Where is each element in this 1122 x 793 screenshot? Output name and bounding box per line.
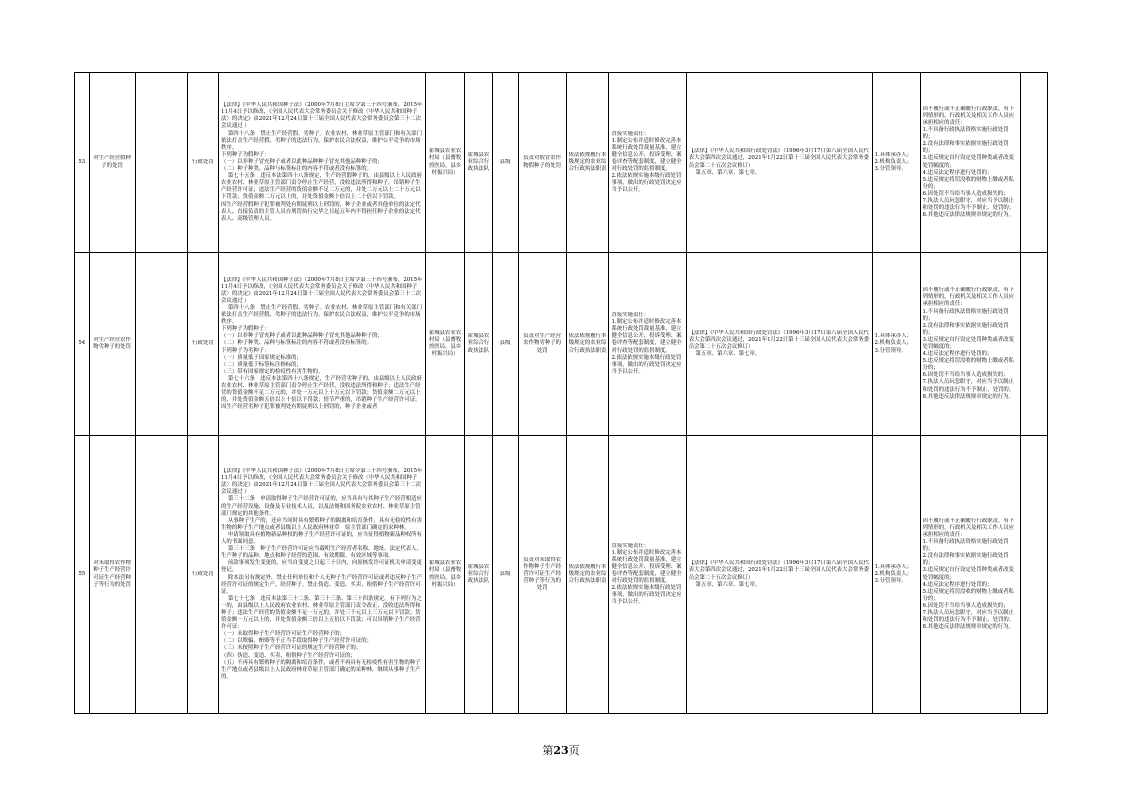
accountability-basis: 【法律】《中华人民共和国行政处罚法》（1996年3月17日第八届全国人民代表大会第四次会议通过，2021年1月22日第十三届全国人民代表大会常务委员会第二十五次会议修订） 第五章、第六章、第七章。 [688, 148, 870, 176]
responsibility-scope-cell [566, 73, 609, 253]
exercise-level: 县级 [499, 158, 511, 165]
liability-situations: 因不履行或不正确履行行政职责，有下列情形的，行政机关及相关工作人员应承担相应的责任： 1.不具备行政执法资格实施行政处罚的； 2.没有法律和事实依据实施行政处罚的； 3.违反规定自行设定处罚种类或者改变处罚幅度的； 4.违反法定程序进行处罚的； 5.违反规定将罚没收的财物上缴或者私分的； 6.因处罚不当给当事人造成损失的； 7.执法人员玩忽职守，对应当予以制止和处罚的违法行为不予制止、处罚的； 8.其他违反法律法规规章规定的行为。 [922, 105, 1015, 219]
remark-cell [1020, 73, 1047, 253]
implementation-responsibility-cell [609, 73, 686, 253]
table-row [75, 253, 1048, 436]
legal-basis: 【法律】《中华人民共和国种子法》（2000年7月8日主席令第三十四号颁布，2015年11月4日予以修改，《全国人民代表大会常务委员会关于修改〈中华人民共和国种子法〉的决定》由2021年12月24日第十三届全国人民代表大会常务委员会第三十二次会议通过 ） 第三十二条 申请取得种子生产经营许可证的，应当具有与其种子生产经营相适应的生产经营设施、设备及专业技术人员，以及法规和国务院农业农村、林业草原主管部门规定的其他条件。 从事种子生产的，还应当同时具有繁殖种子的隔离和培育条件，具有无检疫性有害生物的种子生产地点或者县级以上人民政府林业草 原主管部门确定的采种林。 申请领取具有植物新品种权的种子生产经营许可证的，应当征得植物新品种权所有人的书面同意。 第三十三条 种子生产经营许可证应当载明生产经营者名称、地址、法定代表人、生产种子的品种、地点和种子经营的范围、有效期限、有效区域等事项。 前款事项发生变更的，应当自变更之日起三十日内，向原核发许可证机关申请变更登记。 除本法另有规定外，禁止任何单位和个人无种子生产经营许可证或者违反种子生产经营许可证的规定生产、经营种子。禁止伪造、变造、买卖、租借种子生产经营许可证。 第七十七条 违反本法第三十二条、第三十三条、第三十四条规定，有下列行为之一的，由县级以上人民政府农业农村、林业草原主管部门责令改正，没收违法所得和种子；违法生产经营的货值金额不足一万元的，并处三千元以上三万元以下罚款；货值金额一万元以上的，并处货值金额三倍以上五倍以下罚款；可以吊销种子生产经营许可证： （一）未取得种子生产经营许可证生产经营种子的； （二）以欺骗、贿赂等不正当手段取得种子生产经营许可证的； （三）未按照种子生产经营许可证的规定生产经营种子的； （四）伪造、变造、买卖、租借种子生产经营许可证的； （五）不再具有繁殖种子的隔离和培育条件，或者不再具有无检疫性有害生物的种子生产地点或者县级以上人民政府林业草原主管部门确定的采种林，继续从事种子生产的。 [221, 468, 423, 680]
responsibility-scope: 依法依规履行本级规定的农业综合行政执法职责 [568, 563, 607, 585]
item-name: 对生产经营农作物劣种子的处罚 [93, 336, 131, 350]
item-name-cell [89, 436, 135, 714]
implementation-responsibility: 直接实施责任： 1.制定公布并适时修改完善本系统行政处罚裁量基准，建立健全信息公开、投诉受理、案卷评查等配套制度，建立健全对行政处罚的监督制度。 2.依法依规实施本级行政处罚事项，做出的行政处罚决定应当予以公开。 [611, 312, 682, 375]
item-name: 对生产经营假种子的处罚 [93, 155, 131, 169]
exercise-level-cell [492, 73, 518, 253]
sub-item-cell [135, 253, 187, 436]
responsibility-scope-cell [566, 436, 609, 714]
item-type-cell [187, 436, 218, 714]
item-type: 行政处罚 [192, 570, 214, 577]
liability-situations-cell [920, 436, 1020, 714]
implementing-department: 霍城县农业农村局（县畜牧兽医局、县乡村振兴局） [428, 329, 462, 358]
enforcement-team: 霍城县农业综合行政执法队 [467, 333, 490, 354]
implementation-responsibility-cell [609, 436, 686, 714]
implementing-department: 霍城县农业农村局（县畜牧兽医局、县乡村振兴局） [428, 148, 462, 176]
table-row [75, 73, 1048, 253]
legal-basis: 【法律】《中华人民共和国种子法》（2000年7月8日主席令第三十四号颁布，2015年11月4日予以修改，《全国人民代表大会常务委员会关于修改〈中华人民共和国种子法〉的决定》由2021年12月24日第十三届全国人民代表大会常务委员会第三十二次会议通过 ） 第四十八条 禁止生产经营假、劣种子。农业农村、林业草原主管部门和有关部门依法打击生产经营假、劣种子的违法行为，保护农民合法权益，维护公平竞争的市场秩序。 下列种子为假种子： （一）以非种子冒充种子或者以此种品种种子冒充其他品种种子的； （二）种子种类、品种与标签标注的内容不符或者没有标签的。 下列种子为劣种子： （一）质量低于国家规定标准的； （二）质量低于标签标注指标的； （三）带有国家规定的检疫性有害生物的。 第七十六条 违反本法第四十八条规定，生产经营劣种子的，由县级以上人民政府农业农村、林业草原主管部门责令停止生产经营，没收违法所得和种子；违法生产经营的货值金额不足二万元的，并处一万元以上十万元以下罚款；货值金额二万元以上的，并处货值金额五倍以上十倍以下罚款；情节严重的，吊销种子生产经营许可证。 因生产经营劣种子犯罪被判处有期徒刑以上刑罚的，种子企业或者 [221, 276, 423, 411]
implementing-department: 霍城县农业农村局（县畜牧兽医局、县乡村振兴局） [428, 560, 462, 588]
remark-cell [1020, 253, 1047, 436]
sub-item-cell [135, 73, 187, 253]
implementation-responsibility-cell [609, 253, 686, 436]
responsible-subject-cell [872, 73, 920, 253]
row-number-cell [75, 253, 90, 436]
remark-cell [1020, 436, 1047, 714]
implementing-department-cell [425, 73, 465, 253]
liability-situations: 因不履行或不正确履行行政职责，有下列情形的，行政机关及相关工作人员应承担相应的责任： 1.不具备行政执法资格实施行政处罚的； 2.没有法律和事实依据实施行政处罚的； 3.违反规定自行设定处罚种类或者改变处罚幅度的； 4.违反法定程序进行处罚的； 5.违反规定将罚没收的财物上缴或者私分的； 6.因处罚不当给当事人造成损失的； 7.执法人员玩忽职守，对应当予以制止和处罚的违法行为不予制止、处罚的； 8.其他违反法律法规规章规定的行为。 [922, 287, 1015, 400]
table-row [75, 436, 1048, 714]
item-type: 行政处罚 [192, 340, 214, 347]
responsibility-scope: 依法依规履行本级规定的农业综合行政执法职责 [568, 151, 607, 173]
legal-basis: 【法律】《中华人民共和国种子法》（2000年7月8日主席令第三十四号颁布，2015年11月4日予以修改，《全国人民代表大会常务委员会关于修改〈中华人民共和国种子法〉的决定》由2021年12月24日第十三届全国人民代表大会常务委员会第三十二次会议通过 ） 第四十八条 禁止生产经营假、劣种子。农业农村、林业草原主管部门和有关部门依法打击生产经营假、劣种子的违法行为，保护农民合法权益，维护公平竞争的市场秩序。 下列种子为假种子： （一）以非种子冒充种子或者以此种品种种子冒充其他品种种子的； （二）种子种类、品种与标签标注的内容不符或者没有标签的。 第七十五条 违反本法第四十八条规定，生产经营假种子的，由县级以上人民政府农业农村、林业草原主管部门责令停止生产经营，没收违法所得和种子，吊销种子生产经营许可证；违法生产经营的货值金额不足二万元的，并处二万元以上二十万元以下罚款；货值金额二万元以上的，并处货值金额十倍以上二十倍以下罚款。 因生产经营假种子犯罪被判处有期徒刑以上刑罚的，种子企业或者其他单位的法定代表人、直接负责的主管人员自刑罚执行完毕之日起五年内不得担任种子企业的法定代表人、高级管理人员。 [221, 102, 423, 222]
duty-description-cell [518, 253, 566, 436]
implementing-department-cell [425, 253, 465, 436]
responsibility-scope-cell [566, 253, 609, 436]
row-number: 53 [78, 158, 86, 165]
duty-description-cell [518, 436, 566, 714]
liability-situations-cell [920, 253, 1020, 436]
item-name: 对未取得农作物种子生产经营许可证生产经营种子等行为的处罚 [93, 560, 131, 588]
accountability-basis-cell [686, 436, 872, 714]
enforcement-team: 霍城县农业综合行政执法队 [467, 563, 490, 585]
accountability-basis-cell [686, 73, 872, 253]
responsible-subject: 1.具体承办人； 2.机构负责人； 3.分管领导。 [874, 151, 913, 173]
row-number-cell [75, 73, 90, 253]
sub-item-cell [135, 436, 187, 714]
exercise-level-cell [492, 436, 518, 714]
accountability-basis: 【法律】《中华人民共和国行政处罚法》（1996年3月17日第八届全国人民代表大会第四次会议通过，2021年1月22日第十三届全国人民代表大会常务委员会第二十五次会议修订） 第五章、第六章、第七章。 [688, 329, 870, 358]
responsible-subject: 1.具体承办人； 2.机构负责人； 3.分管领导。 [874, 563, 913, 585]
page-number-value: 23 [553, 744, 569, 757]
duty-description: 负责对生产经营农作物劣种子的处罚 [523, 333, 561, 354]
item-type-cell [187, 73, 218, 253]
legal-basis-cell [219, 73, 426, 253]
item-name-cell [89, 253, 135, 436]
exercise-level: 县级 [499, 570, 511, 577]
responsible-subject: 1.具体承办人； 2.机构负责人； 3.分管领导。 [874, 333, 913, 354]
row-number: 54 [78, 340, 86, 347]
item-type: 行政处罚 [192, 158, 214, 165]
liability-situations-cell [920, 73, 1020, 253]
responsible-subject-cell [872, 436, 920, 714]
power-list-table [74, 72, 1048, 714]
accountability-basis-cell [686, 253, 872, 436]
page-number [0, 742, 1122, 758]
enforcement-team-cell [465, 436, 492, 714]
row-number: 55 [78, 570, 86, 577]
responsibility-scope: 依法依规履行本级规定的农业综合行政执法职责 [568, 333, 607, 354]
liability-situations: 因不履行或不正确履行行政职责，有下列情形的，行政机关及相关工作人员应承担相应的责任： 1.不具备行政执法资格实施行政处罚的； 2.没有法律和事实依据实施行政处罚的； 3.违反规定自行设定处罚种类或者改变处罚幅度的； 4.违反法定程序进行处罚的； 5.违反规定将罚没收的财物上缴或者私分的； 6.因处罚不当给当事人造成损失的； 7.执法人员玩忽职守，对应当予以制止和处罚的违法行为不予制止、处罚的； 8.其他违反法律法规规章规定的行为。 [922, 517, 1015, 631]
duty-description-cell [518, 73, 566, 253]
row-number-cell [75, 436, 90, 714]
page-number-prefix: 第 [542, 744, 554, 757]
legal-basis-cell [219, 436, 426, 714]
accountability-basis: 【法律】《中华人民共和国行政处罚法》（1996年3月17日第八届全国人民代表大会第四次会议通过，2021年1月22日第十三届全国人民代表大会常务委员会第二十五次会议修订） 第五章、第六章、第七章。 [688, 560, 870, 588]
implementation-responsibility: 直接实施责任： 1.制定公布并适时修改完善本系统行政处罚裁量基准，建立健全信息公开、投诉受理、案卷评查等配套制度，建立健全对行政处罚的监督制度。 2.依法依规实施本级行政处罚事项，做出的行政处罚决定应当予以公开。 [611, 130, 682, 194]
implementing-department-cell [425, 436, 465, 714]
exercise-level: 县级 [499, 340, 511, 347]
enforcement-team-cell [465, 253, 492, 436]
responsible-subject-cell [872, 253, 920, 436]
enforcement-team-cell [465, 73, 492, 253]
duty-description: 负责对未取得农作物种子生产经营许可证生产经营种子等行为的处罚 [523, 556, 561, 592]
legal-basis-cell [219, 253, 426, 436]
enforcement-team: 霍城县农业综合行政执法队 [467, 151, 490, 173]
duty-description: 负责对假冒农作物假种子的处罚 [523, 155, 561, 169]
item-type-cell [187, 253, 218, 436]
page-number-suffix: 页 [568, 744, 580, 757]
exercise-level-cell [492, 253, 518, 436]
item-name-cell [89, 73, 135, 253]
implementation-responsibility: 直接实施责任： 1.制定公布并适时修改完善本系统行政处罚裁量基准，建立健全信息公开、投诉受理、案卷评查等配套制度，建立健全对行政处罚的监督制度。 2.依法依规实施本级行政处罚事项，做出的行政处罚决定应当予以公开。 [611, 542, 682, 606]
